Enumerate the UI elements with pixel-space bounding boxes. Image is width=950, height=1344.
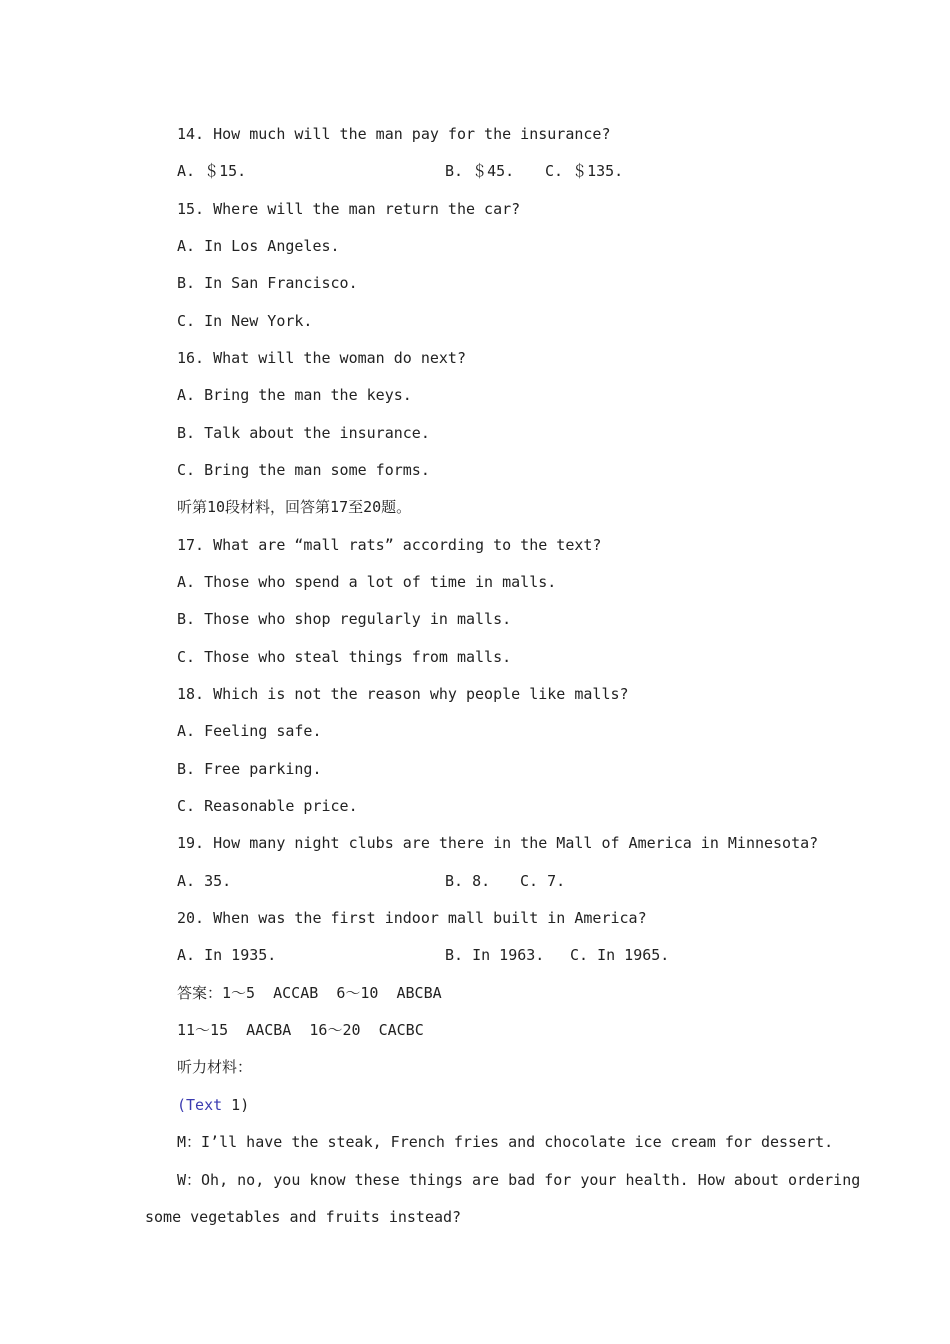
option-b: B. In 1963.	[445, 946, 545, 964]
question-15: 15. Where will the man return the car?	[177, 200, 521, 218]
text-1-label	[177, 1095, 249, 1115]
answer-key-line-2: 11～15 AACBA 16～20 CACBC	[177, 1021, 424, 1039]
option-c: C. In 1965.	[570, 946, 670, 964]
option-a: A. Feeling safe.	[177, 722, 322, 740]
question-17: 17. What are “mall rats” according to the text?	[177, 536, 602, 554]
option-c: C. Those who steal things from malls.	[177, 648, 512, 666]
question-20: 20. When was the first indoor mall built in America?	[177, 909, 647, 927]
text-1-number: 1)	[222, 1096, 250, 1114]
answer-key-line-1: 答案：1～5 ACCAB 6～10 ABCBA	[177, 984, 442, 1002]
option-b: B. Those who shop regularly in malls.	[177, 610, 512, 628]
question-16: 16. What will the woman do next?	[177, 349, 466, 367]
option-c: C. ＄135.	[545, 162, 624, 180]
question-14: 14. How much will the man pay for the insurance?	[177, 125, 611, 143]
option-c: C. Reasonable price.	[177, 797, 358, 815]
option-a: A. ＄15.	[177, 162, 247, 180]
option-b: B. Talk about the insurance.	[177, 424, 430, 442]
option-b: B. In San Francisco.	[177, 274, 358, 292]
option-c: C. Bring the man some forms.	[177, 461, 430, 479]
option-a: A. Those who spend a lot of time in malls.	[177, 573, 557, 591]
text-1-link[interactable]: Text	[186, 1096, 223, 1114]
option-c: C. In New York.	[177, 312, 313, 330]
dialogue-woman-line: W：Oh, no, you know these things are bad for your health. How about ordering	[177, 1171, 861, 1189]
question-19: 19. How many night clubs are there in the Mall of America in Minnesota?	[177, 834, 819, 852]
text-1-open-paren: (	[177, 1096, 187, 1114]
transcript-heading: 听力材料：	[177, 1058, 253, 1076]
section-instruction: 听第10段材料，回答第17至20题。	[177, 498, 412, 516]
dialogue-woman-line-continued: some vegetables and fruits instead?	[145, 1208, 462, 1226]
option-a: A. Bring the man the keys.	[177, 386, 412, 404]
dialogue-man-line: M：I’ll have the steak, French fries and chocolate ice cream for dessert.	[177, 1133, 834, 1151]
option-a: A. In 1935.	[177, 946, 277, 964]
option-c: C. 7.	[520, 872, 566, 890]
option-b: B. Free parking.	[177, 760, 322, 778]
question-18: 18. Which is not the reason why people like malls?	[177, 685, 629, 703]
option-a: A. In Los Angeles.	[177, 237, 340, 255]
option-b: B. 8.	[445, 872, 491, 890]
option-b: B. ＄45.	[445, 162, 515, 180]
option-a: A. 35.	[177, 872, 232, 890]
